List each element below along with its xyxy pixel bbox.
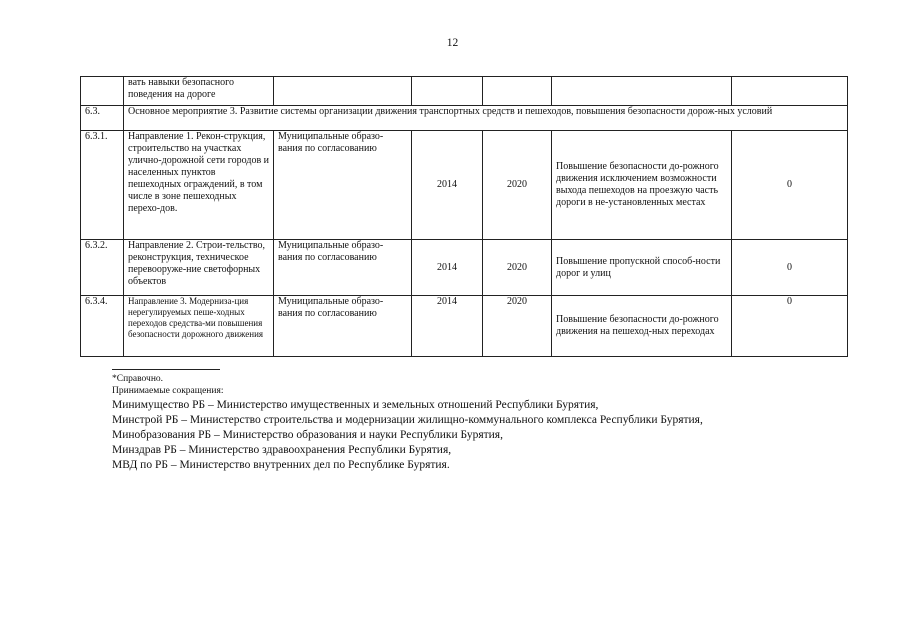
measure-name: Направление 1. Рекон-струкция, строительство на участках улично-дорожной сети городов и населенных пунктов пешеходных ограждений, в том числе в зоне пешеходных перехо-дов. — [124, 131, 274, 240]
executor: Муниципальные образо-вания по согласованию — [274, 240, 412, 296]
abbreviation-item: Минстрой РБ – Министерство строительства и модернизации жилищно-коммунального комплекса Республики Бурятия, — [112, 414, 703, 426]
start-year: 2014 — [412, 240, 483, 296]
row-number: 6.3.1. — [81, 131, 124, 240]
end-year: 2020 — [483, 296, 552, 357]
measure-name: Направление 3. Модерниза-ция нерегулируемых пеше-ходных переходов средства-ми повышения безопасности дорожного движения — [124, 296, 274, 357]
row-number — [81, 77, 124, 106]
main-measure-title: Основное мероприятие 3. Развитие системы организации движения транспортных средств и пешеходов, повышения безопасности дорож-ных условий — [124, 106, 848, 131]
executor: Муниципальные образо-вания по согласованию — [274, 296, 412, 357]
indicator-value: 0 — [732, 131, 848, 240]
table-row — [81, 296, 848, 357]
expected-result — [552, 77, 732, 106]
end-year: 2020 — [483, 240, 552, 296]
measure-name: вать навыки безопасного поведения на дороге — [124, 77, 274, 106]
measure-name: Направление 2. Строи-тельство, реконструкция, техническое перевооруже-ние светофорных объектов — [124, 240, 274, 296]
end-year: 2020 — [483, 131, 552, 240]
expected-result: Повышение безопасности до-рожного движения на пешеход-ных переходах — [552, 296, 732, 357]
start-year: 2014 — [412, 296, 483, 357]
abbreviations-list — [112, 398, 703, 473]
executor: Муниципальные образо-вания по согласованию — [274, 131, 412, 240]
executor — [274, 77, 412, 106]
table-row — [81, 240, 848, 296]
abbreviation-item: МВД по РБ – Министерство внутренних дел по Республике Бурятия. — [112, 459, 450, 471]
abbreviation-item: Минимущество РБ – Министерство имущественных и земельных отношений Республики Бурятия, — [112, 399, 599, 411]
indicator-value: 0 — [732, 296, 848, 357]
row-number: 6.3.4. — [81, 296, 124, 357]
expected-result: Повышение пропускной способ-ности дорог и улиц — [552, 240, 732, 296]
end-year — [483, 77, 552, 106]
indicator-value: 0 — [732, 240, 848, 296]
abbreviations-heading: Принимаемые сокращения: — [112, 386, 224, 396]
row-number: 6.3.2. — [81, 240, 124, 296]
table-row — [81, 106, 848, 131]
footnote: *Справочно. — [112, 374, 164, 384]
row-number: 6.3. — [81, 106, 124, 131]
page-number: 12 — [446, 37, 459, 49]
abbreviation-item: Минздрав РБ – Министерство здравоохранения Республики Бурятия, — [112, 444, 452, 456]
start-year: 2014 — [412, 131, 483, 240]
table-row — [81, 77, 848, 106]
table-row — [81, 131, 848, 240]
measures-table — [80, 76, 848, 357]
indicator-value — [732, 77, 848, 106]
expected-result: Повышение безопасности до-рожного движения исключением возможности выхода пешеходов на проезжую часть дороги в не-установленных местах — [552, 131, 732, 240]
abbreviation-item: Минобразования РБ – Министерство образования и науки Республики Бурятия, — [112, 429, 503, 441]
footnote-divider — [112, 369, 220, 370]
start-year — [412, 77, 483, 106]
